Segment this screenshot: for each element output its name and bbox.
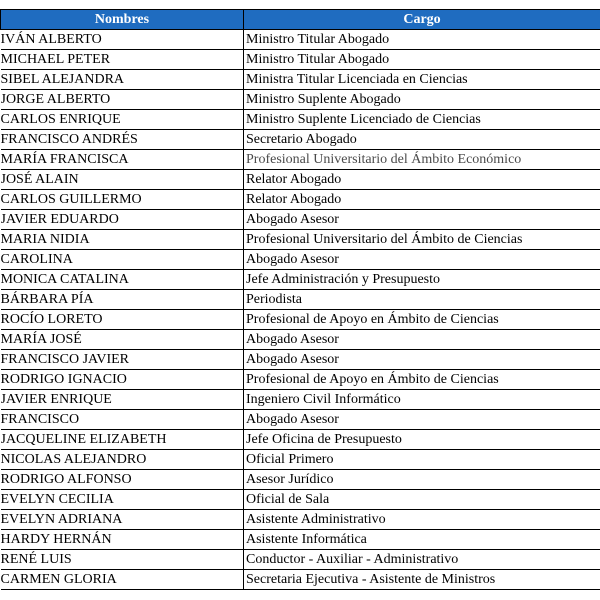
cell-cargo: Profesional de Apoyo en Ámbito de Ciencias: [244, 310, 600, 330]
cell-cargo: Asistente Informática: [244, 530, 600, 550]
table-row: [1, 330, 600, 350]
cell-cargo: Secretario Abogado: [244, 130, 600, 150]
cell-nombre: MONICA CATALINA: [1, 270, 244, 290]
staff-table: [0, 9, 600, 590]
cell-cargo: Abogado Asesor: [244, 250, 600, 270]
cell-nombre: EVELYN ADRIANA: [1, 510, 244, 530]
cell-nombre: FRANCISCO: [1, 410, 244, 430]
table-row: [1, 130, 600, 150]
table-row: [1, 550, 600, 570]
cell-cargo: Jefe Oficina de Presupuesto: [244, 430, 600, 450]
cell-nombre: NICOLAS ALEJANDRO: [1, 450, 244, 470]
cell-nombre: BÁRBARA PÍA: [1, 290, 244, 310]
table-row: [1, 90, 600, 110]
cell-cargo: Periodista: [244, 290, 600, 310]
cell-nombre: CARLOS GUILLERMO: [1, 190, 244, 210]
cell-nombre: JACQUELINE ELIZABETH: [1, 430, 244, 450]
cell-nombre: RODRIGO IGNACIO: [1, 370, 244, 390]
cell-cargo: Asistente Administrativo: [244, 510, 600, 530]
cell-cargo: Secretaria Ejecutiva - Asistente de Ministros: [244, 570, 600, 590]
cell-nombre: CARMEN GLORIA: [1, 570, 244, 590]
table-row: [1, 470, 600, 490]
cell-cargo: Ministro Titular Abogado: [244, 30, 600, 50]
cell-cargo: Jefe Administración y Presupuesto: [244, 270, 600, 290]
cell-nombre: MICHAEL PETER: [1, 50, 244, 70]
table-row: [1, 150, 600, 170]
table-body: [1, 30, 600, 590]
table-row: [1, 310, 600, 330]
cell-cargo: Abogado Asesor: [244, 410, 600, 430]
cell-cargo: Relator Abogado: [244, 190, 600, 210]
cell-cargo: Asesor Jurídico: [244, 470, 600, 490]
table-row: [1, 70, 600, 90]
cell-nombre: JAVIER ENRIQUE: [1, 390, 244, 410]
table-row: [1, 350, 600, 370]
table-row: [1, 30, 600, 50]
table-row: [1, 410, 600, 430]
cell-cargo: Ingeniero Civil Informático: [244, 390, 600, 410]
table-row: [1, 50, 600, 70]
cell-nombre: RENÉ LUIS: [1, 550, 244, 570]
table-row: [1, 450, 600, 470]
cell-nombre: RODRIGO ALFONSO: [1, 470, 244, 490]
table-row: [1, 510, 600, 530]
cell-nombre: HARDY HERNÁN: [1, 530, 244, 550]
table-row: [1, 190, 600, 210]
table-row: [1, 570, 600, 590]
cell-nombre: IVÁN ALBERTO: [1, 30, 244, 50]
table-row: [1, 270, 600, 290]
table-row: [1, 430, 600, 450]
cell-cargo: Conductor - Auxiliar - Administrativo: [244, 550, 600, 570]
table-row: [1, 210, 600, 230]
cell-nombre: CARLOS ENRIQUE: [1, 110, 244, 130]
header-nombres: Nombres: [1, 10, 244, 30]
header-row: [1, 10, 600, 30]
table-row: [1, 230, 600, 250]
cell-cargo: Profesional Universitario del Ámbito Económico: [244, 150, 600, 170]
cell-cargo: Abogado Asesor: [244, 350, 600, 370]
cell-nombre: EVELYN CECILIA: [1, 490, 244, 510]
cell-nombre: FRANCISCO JAVIER: [1, 350, 244, 370]
table-row: [1, 250, 600, 270]
cell-cargo: Profesional Universitario del Ámbito de Ciencias: [244, 230, 600, 250]
cell-cargo: Profesional de Apoyo en Ámbito de Ciencias: [244, 370, 600, 390]
header-cargo: Cargo: [244, 10, 600, 30]
table-row: [1, 110, 600, 130]
cell-cargo: Relator Abogado: [244, 170, 600, 190]
cell-cargo: Oficial Primero: [244, 450, 600, 470]
cell-nombre: CAROLINA: [1, 250, 244, 270]
cell-nombre: SIBEL ALEJANDRA: [1, 70, 244, 90]
cell-nombre: JORGE ALBERTO: [1, 90, 244, 110]
table-row: [1, 490, 600, 510]
cell-cargo: Ministra Titular Licenciada en Ciencias: [244, 70, 600, 90]
cell-nombre: MARIA NIDIA: [1, 230, 244, 250]
table-row: [1, 170, 600, 190]
table-row: [1, 290, 600, 310]
cell-cargo: Abogado Asesor: [244, 210, 600, 230]
cell-nombre: MARÍA JOSÉ: [1, 330, 244, 350]
cell-nombre: ROCÍO LORETO: [1, 310, 244, 330]
cell-cargo: Ministro Suplente Licenciado de Ciencias: [244, 110, 600, 130]
cell-cargo: Ministro Titular Abogado: [244, 50, 600, 70]
table-row: [1, 530, 600, 550]
cell-nombre: FRANCISCO ANDRÉS: [1, 130, 244, 150]
table-row: [1, 370, 600, 390]
cell-cargo: Abogado Asesor: [244, 330, 600, 350]
cell-cargo: Oficial de Sala: [244, 490, 600, 510]
staff-table-container: [0, 9, 600, 590]
cell-nombre: JOSÉ ALAIN: [1, 170, 244, 190]
cell-nombre: MARÍA FRANCISCA: [1, 150, 244, 170]
cell-cargo: Ministro Suplente Abogado: [244, 90, 600, 110]
cell-nombre: JAVIER EDUARDO: [1, 210, 244, 230]
table-row: [1, 390, 600, 410]
